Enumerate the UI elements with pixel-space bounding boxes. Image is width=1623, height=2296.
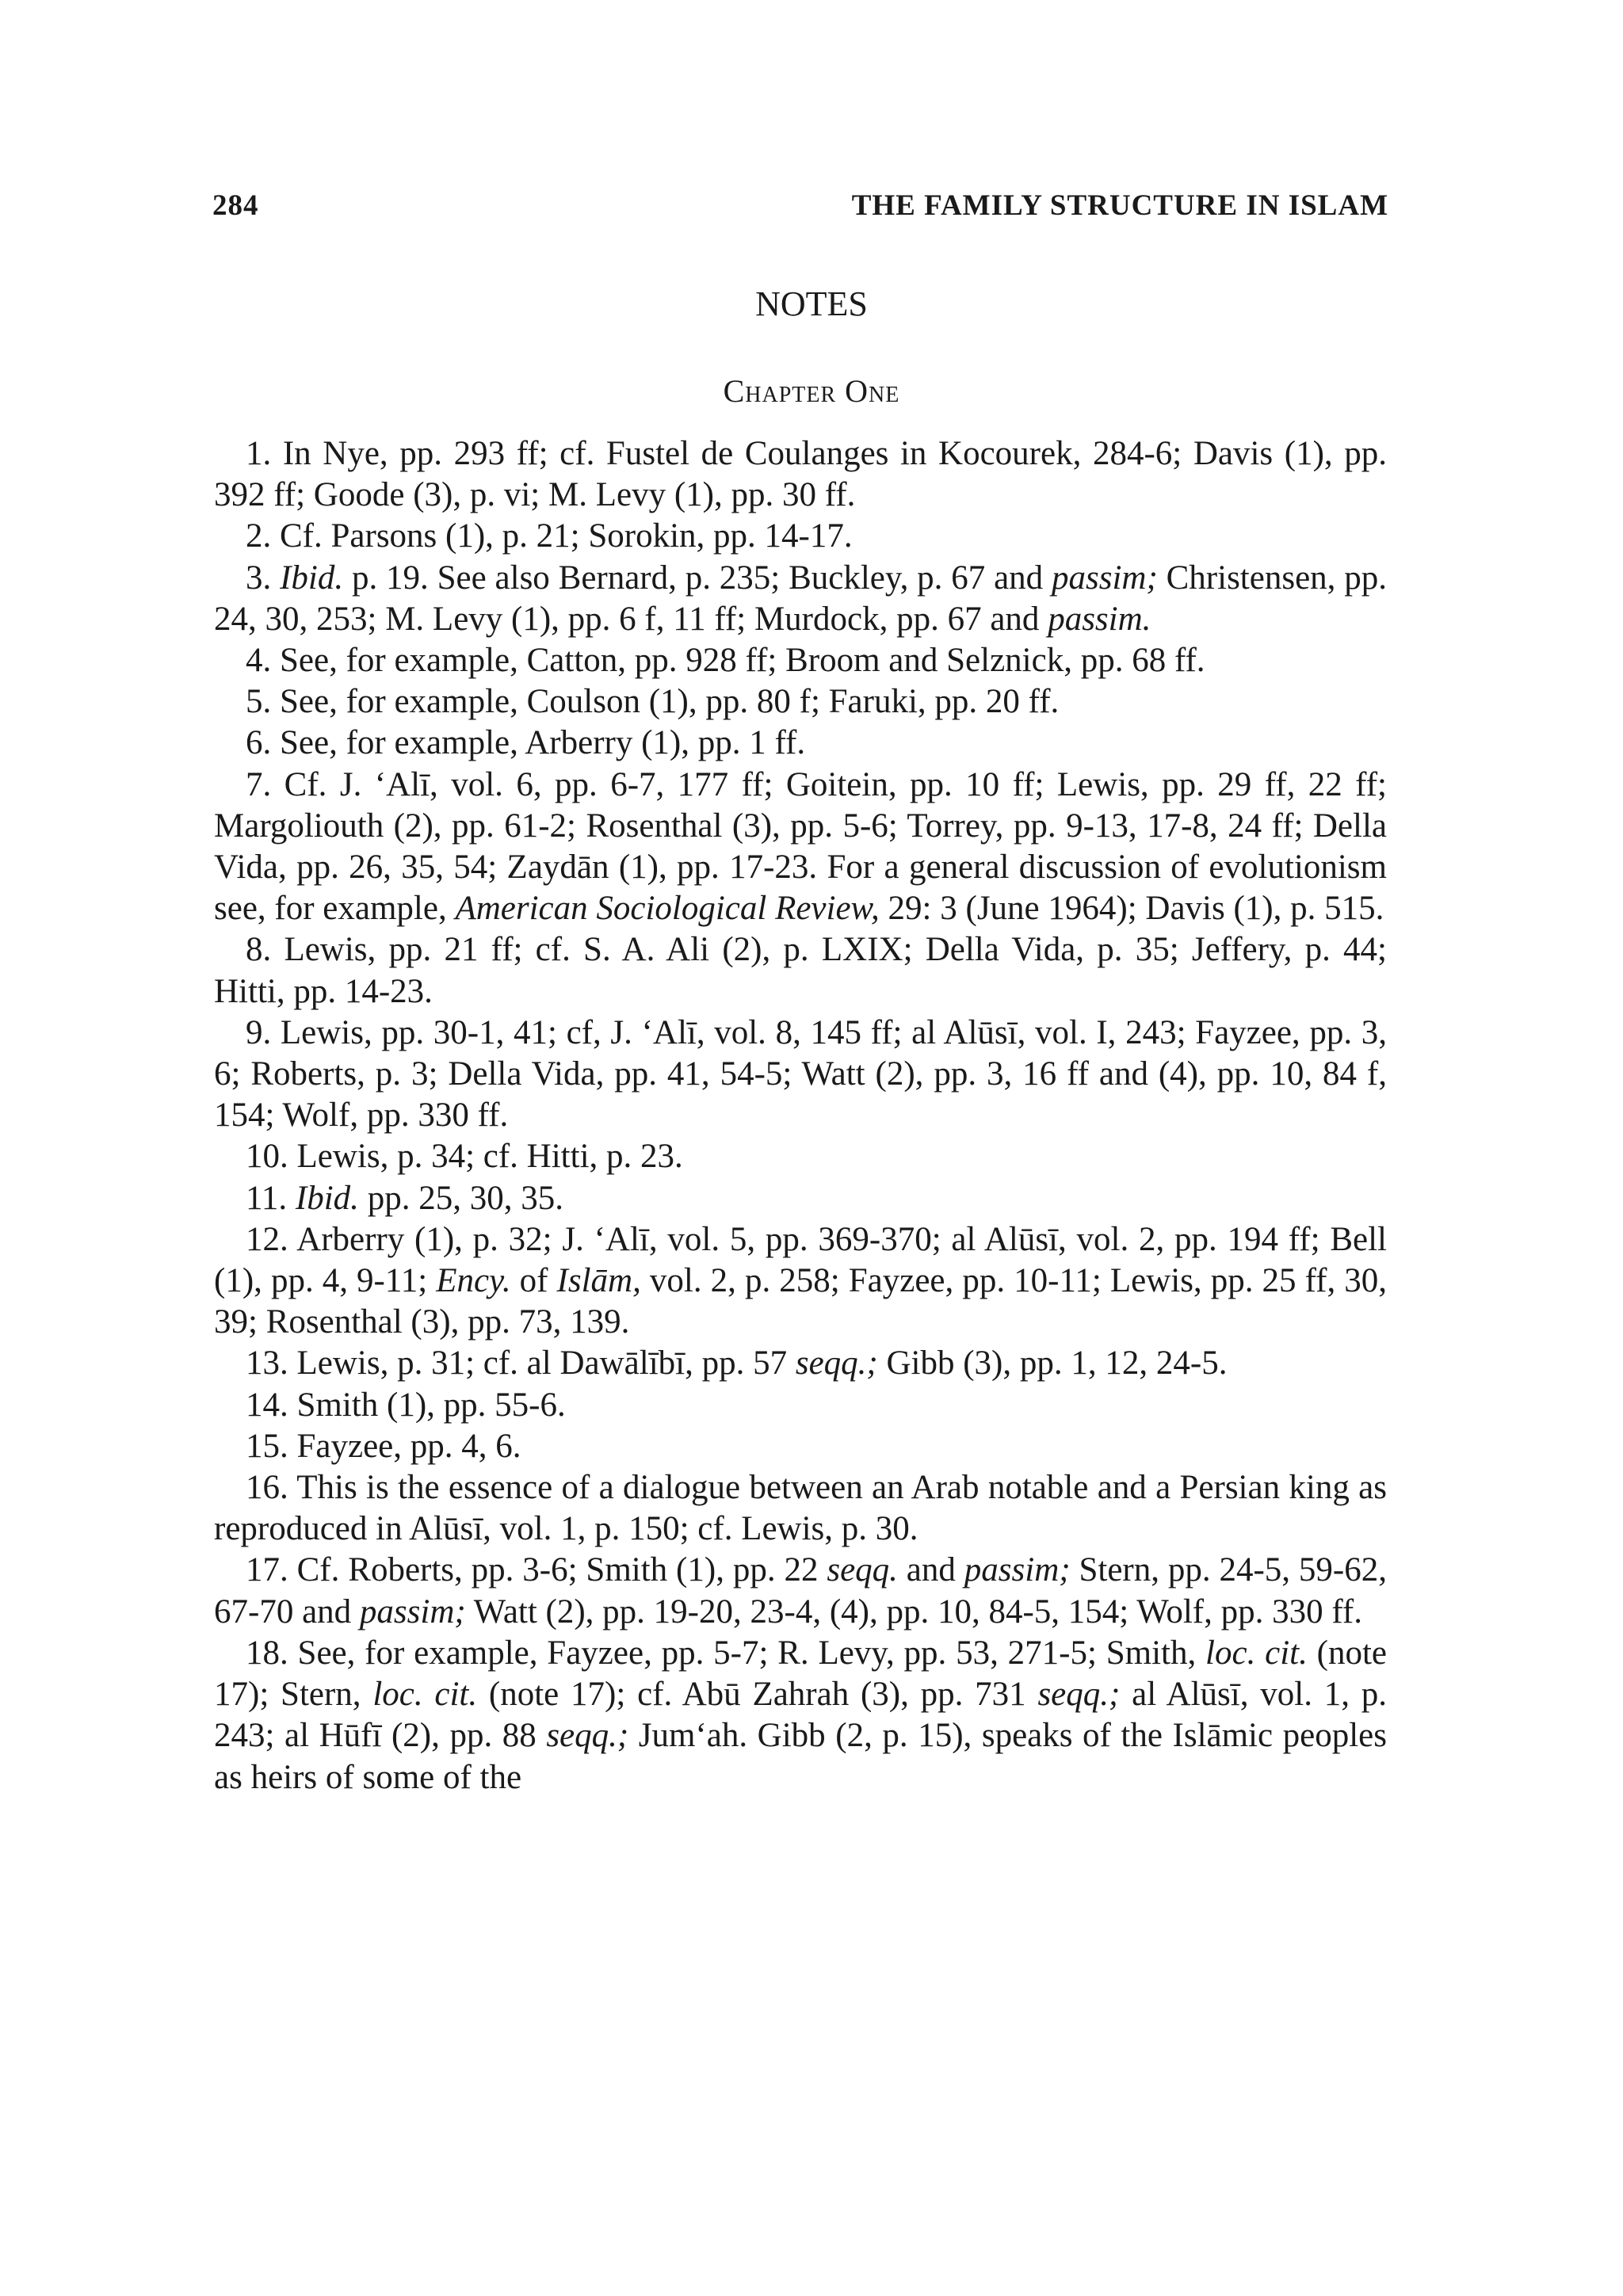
footnote-italic-text: passim; [964, 1551, 1071, 1589]
footnote-text: Gibb (3), pp. 1, 12, 24-5. [877, 1344, 1228, 1383]
footnote-italic-text: passim. [1048, 600, 1151, 638]
footnote [214, 516, 1387, 557]
footnote [214, 1550, 1387, 1632]
footnote-text: 4. See, for example, Catton, pp. 928 ff; Broom and Selznick, pp. 68 ff. [246, 642, 1205, 680]
footnote-text: Jum‘ah. Gibb (2, p. 15), speaks of the Islāmic peoples as heirs of some of the [214, 1717, 1387, 1796]
footnote [214, 1343, 1387, 1384]
footnote-italic-text: loc. cit. [1205, 1634, 1308, 1672]
footnote-text: 5. See, for example, Coulson (1), pp. 80 f; Faruki, pp. 20 ff. [246, 683, 1060, 721]
footnote-text: 18. See, for example, Fayzee, pp. 5-7; R. Levy, pp. 53, 271-5; Smith, [246, 1634, 1206, 1672]
footnote [214, 765, 1387, 930]
footnote [214, 929, 1387, 1012]
footnote-italic-text: passim; [1052, 559, 1158, 597]
footnote-italic-text: loc. cit. [372, 1676, 478, 1714]
footnote-text: vol. 2, p. 258; Fayzee, pp. 10-11; Lewis, pp. 25 ff, 30, 39; Rosenthal (3), pp. 73, 139. [214, 1262, 1388, 1341]
footnote-text: 29: 3 (June 1964); Davis (1), p. 515. [879, 890, 1384, 928]
footnote-text: 15. Fayzee, pp. 4, 6. [246, 1427, 521, 1465]
footnote-text: 3. [246, 559, 281, 597]
footnote [214, 1385, 1387, 1426]
footnote-text: Stern, pp. 24-5, 59-62, 67-70 and [214, 1551, 1387, 1630]
footnote-italic-text: passim; [359, 1592, 466, 1630]
footnote [214, 1013, 1387, 1137]
footnote-text: p. 19. See also Bernard, p. 235; Buckley, p. 67 and [343, 559, 1052, 597]
footnote-text: 14. Smith (1), pp. 55-6. [246, 1386, 566, 1424]
footnote [214, 681, 1387, 723]
footnote-text: al Alūsī, vol. 1, p. 243; al Hūfī (2), pp. 88 [214, 1676, 1387, 1755]
footnote-text: Christensen, pp. 24, 30, 253; M. Levy (1), pp. 6 f, 11 ff; Murdock, pp. 67 and [214, 559, 1387, 638]
footnote-text: 16. This is the essence of a dialogue between an Arab notable and a Persian king as reproduced in Alūsī, vol. 1, p. 150; cf. Lewis, p. 30. [214, 1469, 1387, 1548]
footnote [214, 1633, 1387, 1798]
footnote-text: (note 17); Stern, [214, 1634, 1387, 1714]
page-number: 284 [212, 189, 259, 222]
footnote-italic-text: Ibid. [280, 559, 344, 597]
footnote-italic-text: Ibid. [295, 1179, 359, 1217]
notes-heading: NOTES [755, 284, 868, 323]
running-title: THE FAMILY STRUCTURE IN ISLAM [851, 189, 1388, 222]
footnote-text: 11. [246, 1179, 296, 1217]
footnote-text: 1. In Nye, pp. 293 ff; cf. Fustel de Coulanges in Kocourek, 284-6; Davis (1), pp. 392 ff; Goode (3), p. vi; M. Levy (1), pp. 30 ff. [214, 435, 1387, 514]
footnote-text: pp. 25, 30, 35. [358, 1179, 563, 1217]
running-head [212, 189, 1388, 236]
chapter-heading: Chapter One [723, 373, 900, 409]
footnote [214, 1426, 1387, 1467]
footnote-italic-text: seqq.; [1037, 1676, 1121, 1714]
footnote-italic-text: seqq.; [546, 1717, 629, 1755]
footnote-italic-text: American Sociological Review, [455, 890, 880, 928]
footnote [214, 1219, 1387, 1344]
footnote [214, 1136, 1387, 1177]
footnote-text: 7. Cf. J. ‘Alī, vol. 6, pp. 6-7, 177 ff; Goitein, pp. 10 ff; Lewis, pp. 29 ff, 22 ff; Margoliouth (2), pp. 61-2; Rosenthal (3), pp. 5-6; Torrey, pp. 9-13, 17-8, 24 ff; Della Vida, pp. 26, 35, 54; Zaydān (1), pp. 17-23. For a general discussion of evolutionism see, for example, [214, 765, 1387, 928]
footnote-italic-text: seqq.; [795, 1344, 878, 1383]
footnote [214, 640, 1387, 681]
footnote [214, 558, 1387, 640]
footnote-text: 9. Lewis, pp. 30-1, 41; cf, J. ‘Alī, vol. 8, 145 ff; al Alūsī, vol. I, 243; Fayzee, pp. 3, 6; Roberts, p. 3; Della Vida, pp. 41, 54-5; Watt (2), pp. 3, 16 ff and (4), pp. 10, 84 f, 154; Wolf, pp. 330 ff. [214, 1013, 1387, 1135]
footnote-italic-text: seqq. [827, 1551, 898, 1589]
footnote [214, 1178, 1387, 1219]
footnote-text: 10. Lewis, p. 34; cf. Hitti, p. 23. [246, 1138, 683, 1176]
footnote-italic-text: Ency. [436, 1262, 511, 1300]
footnote-text: and [897, 1551, 964, 1589]
footnote [214, 433, 1387, 516]
footnote-text: 13. Lewis, p. 31; cf. al Dawālībī, pp. 57 [246, 1344, 796, 1383]
footnote-text: (note 17); cf. Abū Zahrah (3), pp. 731 [477, 1676, 1038, 1714]
footnote-text: 8. Lewis, pp. 21 ff; cf. S. A. Ali (2), p. LXIX; Della Vida, p. 35; Jeffery, p. 44; Hitti, pp. 14-23. [214, 931, 1387, 1010]
footnote-text: of [510, 1262, 557, 1300]
footnote-text: 12. Arberry (1), p. 32; J. ‘Alī, vol. 5, pp. 369-370; al Alūsī, vol. 2, pp. 194 ff; Bell (1), pp. 4, 9-11; [214, 1220, 1387, 1300]
footnote-text: 6. See, for example, Arberry (1), pp. 1 ff. [246, 724, 806, 762]
footnote-text: 17. Cf. Roberts, pp. 3-6; Smith (1), pp. 22 [246, 1551, 827, 1589]
footnote-text: Watt (2), pp. 19-20, 23-4, (4), pp. 10, 84-5, 154; Wolf, pp. 330 ff. [465, 1592, 1362, 1630]
footnote [214, 1467, 1387, 1550]
footnote-text: 2. Cf. Parsons (1), p. 21; Sorokin, pp. 14-17. [246, 517, 853, 555]
footnote [214, 723, 1387, 764]
notes-list [214, 433, 1387, 1798]
footnote-italic-text: Islām, [556, 1262, 641, 1300]
